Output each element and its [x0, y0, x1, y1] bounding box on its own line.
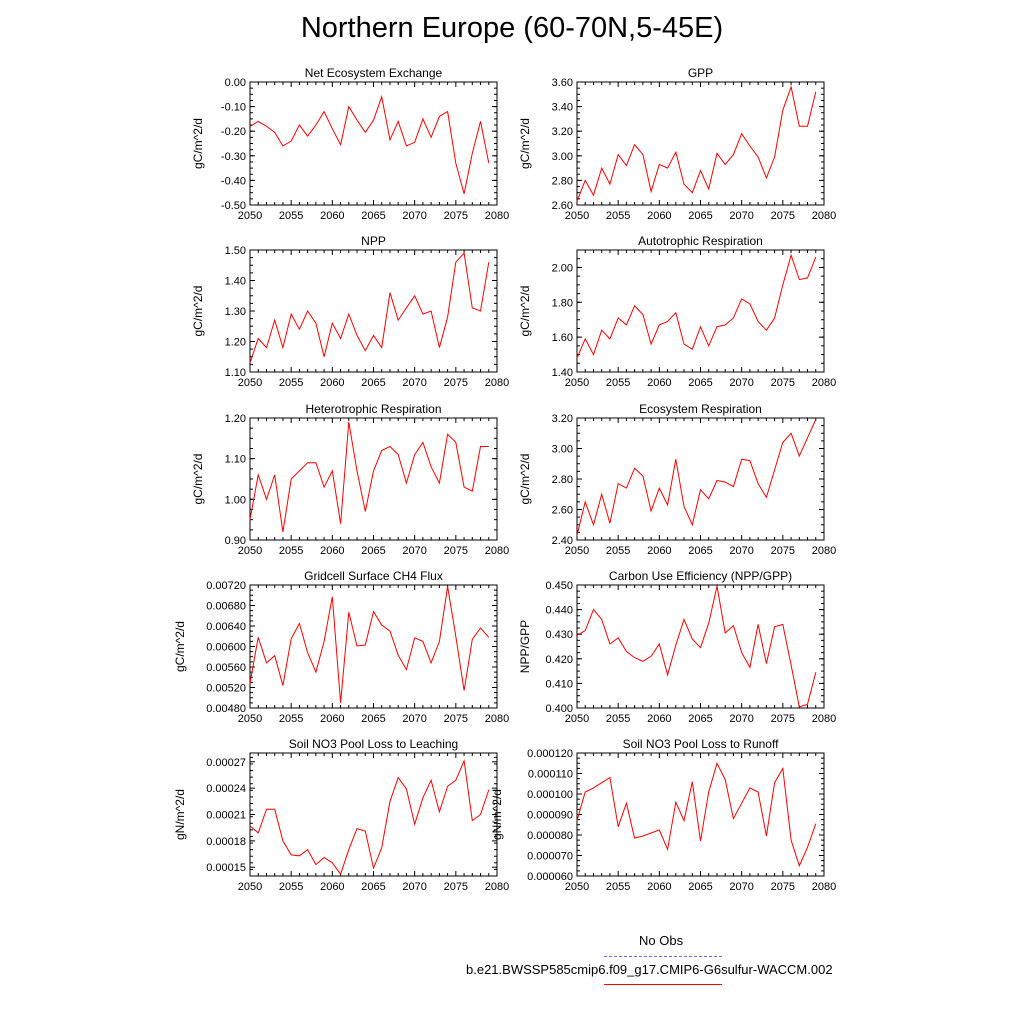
series-line — [250, 422, 489, 532]
x-tick-label: 2065 — [361, 713, 386, 725]
y-tick-label: 0.000110 — [527, 768, 573, 781]
y-axis-label: gC/m^2/d — [518, 118, 532, 169]
y-tick-label: 2.80 — [551, 175, 573, 188]
y-axis-label: gC/m^2/d — [518, 285, 532, 337]
x-tick-label: 2050 — [237, 210, 263, 222]
plot-frame — [577, 753, 824, 876]
x-tick-label: 2055 — [278, 377, 304, 389]
x-tick-label: 2050 — [237, 545, 263, 557]
x-tick-label: 2065 — [361, 210, 386, 222]
y-tick-label: 3.00 — [551, 443, 573, 456]
y-tick-label: 3.20 — [551, 413, 573, 425]
x-tick-label: 2075 — [770, 545, 796, 557]
y-tick-label: 0.00024 — [206, 783, 246, 796]
x-tick-label: 2065 — [688, 210, 713, 222]
x-tick-label: 2065 — [361, 377, 386, 389]
x-tick-label: 2065 — [688, 377, 713, 389]
chart-panel-2 — [518, 66, 836, 222]
x-tick-label: 2050 — [564, 713, 590, 725]
panel-title: Gridcell Surface CH4 Flux — [304, 569, 443, 583]
y-tick-label: 1.00 — [224, 494, 246, 507]
x-tick-label: 2070 — [402, 210, 427, 222]
y-axis-label: NPP/GPP — [518, 619, 532, 674]
y-tick-label: 0.000100 — [527, 789, 573, 801]
y-axis-label: gN/m^2/d — [173, 789, 187, 840]
x-tick-label: 2060 — [647, 545, 672, 557]
y-tick-label: 2.60 — [551, 200, 573, 212]
x-tick-label: 2080 — [811, 545, 837, 557]
y-tick-label: 3.00 — [551, 150, 573, 163]
x-tick-label: 2055 — [278, 210, 304, 222]
x-tick-label: 2050 — [237, 713, 263, 725]
legend-obs-label: No Obs — [639, 933, 684, 948]
x-tick-label: 2060 — [320, 713, 345, 725]
y-tick-label: 0.000120 — [527, 748, 573, 760]
y-tick-label: 3.40 — [551, 101, 573, 114]
x-tick-label: 2080 — [484, 545, 510, 557]
series-line — [250, 587, 489, 703]
x-tick-label: 2070 — [402, 713, 427, 725]
plot-frame — [250, 418, 497, 540]
y-tick-label: 0.420 — [545, 653, 573, 666]
y-tick-label: 0.00018 — [206, 835, 246, 848]
y-tick-label: 0.00600 — [206, 641, 246, 654]
x-tick-label: 2075 — [770, 210, 796, 222]
x-tick-label: 2060 — [647, 881, 672, 893]
y-tick-label: 2.60 — [551, 504, 573, 517]
panel-title: Heterotrophic Respiration — [305, 402, 442, 416]
y-tick-label: 0.000080 — [527, 830, 573, 842]
x-tick-label: 2060 — [320, 377, 345, 389]
x-tick-label: 2070 — [402, 545, 427, 557]
y-axis-label: gN/m^2/d — [490, 789, 504, 840]
x-tick-label: 2080 — [484, 210, 510, 222]
y-tick-label: 0.00720 — [206, 580, 246, 592]
chart-panel-3 — [191, 234, 509, 389]
y-tick-label: 0.00021 — [206, 809, 246, 822]
x-tick-label: 2075 — [443, 210, 469, 222]
x-tick-label: 2055 — [605, 210, 631, 222]
x-tick-label: 2070 — [729, 545, 754, 557]
x-tick-label: 2080 — [811, 377, 837, 389]
y-tick-label: 0.000060 — [527, 871, 573, 883]
x-tick-label: 2060 — [320, 545, 345, 557]
x-tick-label: 2055 — [278, 545, 304, 557]
y-tick-label: 1.10 — [224, 367, 246, 379]
x-tick-label: 2070 — [402, 377, 427, 389]
x-tick-label: 2080 — [811, 713, 837, 725]
x-tick-label: 2050 — [564, 210, 590, 222]
y-tick-label: 2.40 — [551, 535, 573, 547]
y-axis-label: gC/m^2/d — [173, 621, 187, 672]
y-tick-label: 0.00640 — [206, 621, 246, 633]
y-tick-label: 0.000070 — [527, 850, 573, 863]
x-tick-label: 2055 — [605, 545, 631, 557]
y-tick-label: 1.40 — [224, 275, 246, 288]
series-line — [250, 761, 489, 874]
x-tick-label: 2080 — [484, 881, 510, 893]
y-tick-label: -0.30 — [220, 150, 246, 163]
series-line — [577, 255, 816, 358]
y-tick-label: -0.50 — [220, 200, 246, 212]
series-line — [577, 87, 816, 201]
x-tick-label: 2070 — [402, 881, 427, 893]
y-tick-label: -0.40 — [220, 175, 246, 188]
series-line — [577, 586, 816, 707]
chart-panel-8 — [518, 569, 836, 725]
series-line — [250, 97, 489, 194]
x-tick-label: 2055 — [278, 881, 304, 893]
legend-model-label: b.e21.BWSSP585cmip6.f09_g17.CMIP6-G6sulfur-WACCM.002 — [466, 962, 833, 977]
chart-panel-4 — [518, 234, 836, 389]
x-tick-label: 2080 — [811, 210, 837, 222]
y-tick-label: 2.80 — [551, 474, 573, 486]
x-tick-label: 2050 — [564, 881, 590, 893]
x-tick-label: 2060 — [647, 377, 672, 389]
x-tick-label: 2070 — [729, 377, 754, 389]
x-tick-label: 2065 — [688, 545, 713, 557]
y-tick-label: 3.20 — [551, 126, 573, 139]
panel-title: Carbon Use Efficiency (NPP/GPP) — [608, 569, 793, 583]
x-tick-label: 2055 — [278, 713, 304, 725]
y-axis-label: gC/m^2/d — [518, 453, 532, 505]
y-axis-label: gC/m^2/d — [191, 285, 205, 337]
y-tick-label: 0.00 — [224, 77, 246, 89]
y-tick-label: 0.00027 — [206, 756, 246, 769]
series-line — [577, 763, 816, 866]
x-tick-label: 2050 — [564, 377, 590, 389]
y-tick-label: 0.00480 — [206, 703, 246, 715]
x-tick-label: 2065 — [361, 545, 386, 557]
y-tick-label: 1.50 — [224, 245, 246, 257]
x-tick-label: 2060 — [647, 713, 672, 725]
x-tick-label: 2075 — [770, 881, 796, 893]
panel-title: NPP — [361, 234, 386, 248]
y-tick-label: 0.00520 — [206, 682, 246, 695]
x-tick-label: 2080 — [484, 713, 510, 725]
y-tick-label: 0.440 — [545, 604, 573, 617]
x-tick-label: 2050 — [237, 377, 263, 389]
chart-panel-10 — [490, 737, 836, 893]
series-line — [250, 253, 489, 363]
chart-panel-1 — [191, 66, 509, 222]
x-tick-label: 2075 — [770, 713, 796, 725]
y-tick-label: 0.00015 — [206, 862, 246, 875]
y-tick-label: -0.10 — [220, 101, 246, 114]
y-tick-label: 1.20 — [224, 336, 246, 349]
y-tick-label: 1.30 — [224, 306, 246, 318]
panel-title: GPP — [687, 66, 714, 80]
y-tick-label: 1.10 — [224, 453, 246, 466]
x-tick-label: 2075 — [443, 713, 469, 725]
x-tick-label: 2070 — [729, 713, 754, 725]
panel-title: Ecosystem Respiration — [639, 402, 762, 416]
chart-panel-7 — [173, 569, 509, 725]
x-tick-label: 2065 — [688, 881, 713, 893]
y-tick-label: 0.430 — [545, 629, 573, 642]
x-tick-label: 2075 — [443, 881, 469, 893]
x-tick-label: 2060 — [320, 881, 345, 893]
x-tick-label: 2080 — [484, 377, 510, 389]
x-tick-label: 2050 — [237, 881, 263, 893]
panel-title: Autotrophic Respiration — [638, 234, 763, 248]
figure-title: Northern Europe (60-70N,5-45E) — [300, 12, 724, 44]
x-tick-label: 2080 — [811, 881, 837, 893]
x-tick-label: 2070 — [729, 881, 754, 893]
x-tick-label: 2070 — [729, 210, 754, 222]
x-tick-label: 2065 — [688, 713, 713, 725]
x-tick-label: 2050 — [564, 545, 590, 557]
series-line — [577, 420, 816, 536]
y-tick-label: -0.20 — [220, 126, 246, 139]
plot-frame — [250, 250, 497, 372]
y-axis-label: gC/m^2/d — [191, 453, 205, 505]
y-tick-label: 1.60 — [551, 332, 573, 345]
y-tick-label: 1.20 — [224, 413, 246, 425]
y-axis-label: gC/m^2/d — [191, 118, 205, 169]
x-tick-label: 2060 — [647, 210, 672, 222]
y-tick-label: 1.80 — [551, 297, 573, 310]
panel-title: Soil NO3 Pool Loss to Leaching — [288, 737, 459, 751]
y-tick-label: 2.00 — [551, 262, 573, 275]
panel-title: Soil NO3 Pool Loss to Runoff — [622, 737, 779, 751]
x-tick-label: 2075 — [443, 545, 469, 557]
y-tick-label: 0.90 — [224, 535, 246, 547]
y-tick-label: 0.00560 — [206, 662, 246, 674]
plot-frame — [250, 585, 497, 708]
y-tick-label: 0.450 — [545, 580, 573, 592]
x-tick-label: 2055 — [605, 377, 631, 389]
plot-frame — [577, 82, 824, 205]
y-tick-label: 0.00680 — [206, 600, 246, 613]
x-tick-label: 2055 — [605, 881, 631, 893]
chart-panel-6 — [518, 402, 836, 557]
x-tick-label: 2060 — [320, 210, 345, 222]
x-tick-label: 2075 — [443, 377, 469, 389]
y-tick-label: 0.400 — [545, 703, 573, 715]
x-tick-label: 2055 — [605, 713, 631, 725]
x-tick-label: 2075 — [770, 377, 796, 389]
y-tick-label: 0.000090 — [527, 809, 573, 822]
y-tick-label: 1.40 — [551, 367, 573, 379]
plot-frame — [577, 418, 824, 540]
chart-panel-5 — [191, 402, 509, 557]
panel-title: Net Ecosystem Exchange — [304, 66, 443, 80]
y-tick-label: 0.410 — [545, 678, 573, 691]
chart-panel-9 — [173, 737, 509, 893]
y-tick-label: 3.60 — [551, 77, 573, 89]
x-tick-label: 2065 — [361, 881, 386, 893]
